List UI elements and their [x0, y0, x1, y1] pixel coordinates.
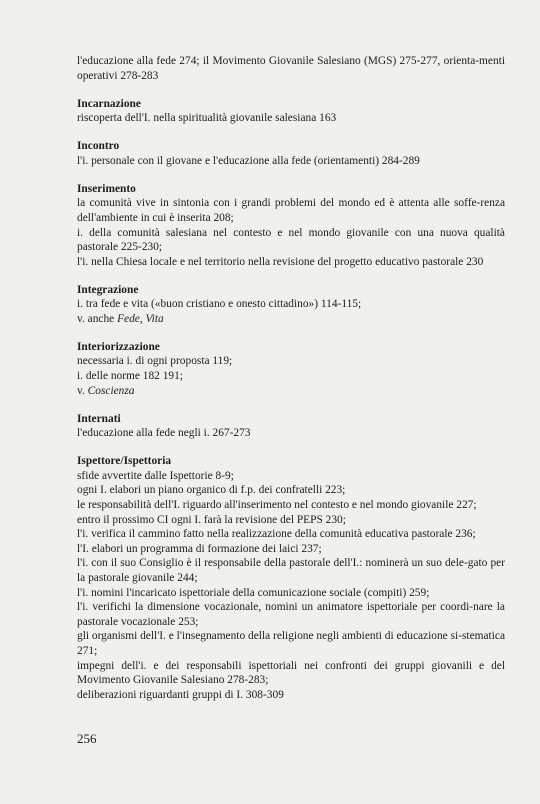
entry-line: i. delle norme 182 191; — [77, 370, 183, 383]
index-entry-interiorizzazione — [77, 340, 505, 398]
entry-line: necessaria i. di ogni proposta 119; — [77, 355, 233, 368]
index-entry-integrazione — [77, 283, 505, 327]
see-also-reference: Fede, Vita — [117, 312, 164, 325]
entry-line: entro il prossimo CI ogni I. farà la revisione del PEPS 230; — [77, 513, 346, 526]
index-content — [77, 54, 505, 716]
entry-line: sfide avvertite dalle Ispettorie 8-9; — [77, 469, 234, 482]
entry-line: l'educazione alla fede 274; il Movimento Giovanile Salesiano (MGS) 275-277, orienta-menti operativi 278-283 — [77, 55, 505, 82]
entry-heading: Ispettore/Ispettoria — [77, 455, 172, 468]
entry-line: l'i. con il suo Consiglio è il responsabile della pastorale dell'I.: nominerà un suo dele-gato per la pastorale giovanile 244; — [77, 557, 505, 584]
index-entry-incontro — [77, 139, 505, 168]
entry-line: l'i. personale con il giovane e l'educazione alla fede (orientamenti) 284-289 — [77, 154, 420, 167]
entry-heading: Incontro — [77, 140, 120, 153]
entry-line: impegni dell'i. e dei responsabili ispettoriali nei confronti dei gruppi giovanili e del Movimento Giovanile Salesiano 278-283; — [77, 659, 505, 687]
entry-line: le responsabilità dell'I. riguardo all'inserimento nel contesto e nel mondo giovanile 227; — [77, 498, 477, 511]
see-also-prefix: v. anche — [77, 312, 115, 325]
entry-heading: Inserimento — [77, 182, 136, 195]
entry-line: l'i. nomini l'incaricato ispettoriale della comunicazione sociale (compiti) 259; — [77, 586, 430, 599]
entry-heading: Incarnazione — [77, 97, 141, 110]
entry-line: i. della comunità salesiana nel contesto e nel mondo giovanile con una nuova qualità pastorale 225-230; — [77, 226, 505, 254]
see-also-prefix: v. — [77, 384, 85, 397]
entry-line: riscoperta dell'I. nella spiritualità giovanile salesiana 163 — [77, 112, 337, 125]
index-entry-continuation — [77, 54, 505, 83]
entry-line: l'i. nella Chiesa locale e nel territorio nella revisione del progetto educativo pastorale 230 — [77, 255, 484, 268]
entry-line: l'i. verifichi la dimensione vocazionale, nomini un animatore ispettoriale per coordi-nare la pastorale vocazionale 253; — [77, 601, 505, 628]
entry-line: i. tra fede e vita («buon cristiano e onesto cittadino») 114-115; — [77, 298, 362, 311]
entry-line: l'i. verifica il cammino fatto nella realizzazione della comunità educativa pastorale 236; — [77, 528, 476, 541]
entry-line: l'educazione alla fede negli i. 267-273 — [77, 427, 251, 440]
index-entry-incarnazione — [77, 97, 505, 126]
entry-heading: Interiorizzazione — [77, 340, 160, 353]
entry-see-also-line — [77, 312, 505, 327]
index-entry-ispettore-ispettoria — [77, 454, 505, 702]
entry-line: l'I. elabori un programma di formazione dei laici 237; — [77, 542, 322, 555]
entry-line: gli organismi dell'I. e l'insegnamento della religione negli ambienti di educazione si-stematica 271; — [77, 630, 505, 657]
entry-see-also-line — [77, 384, 505, 399]
page-number: 256 — [77, 731, 97, 746]
index-entry-internati — [77, 412, 505, 441]
entry-line: deliberazioni riguardanti gruppi di I. 308-309 — [77, 688, 284, 701]
entry-line: ogni I. elabori un piano organico di f.p. dei confratelli 223; — [77, 484, 346, 497]
see-also-reference: Coscienza — [87, 384, 135, 397]
entry-heading: Internati — [77, 412, 121, 425]
index-entry-inserimento — [77, 182, 505, 270]
entry-heading: Integrazione — [77, 283, 139, 296]
entry-line: la comunità vive in sintonia con i grandi problemi del mondo ed è attenta alle soffe-renza dell'ambiente in cui è inserita 208; — [77, 197, 505, 224]
